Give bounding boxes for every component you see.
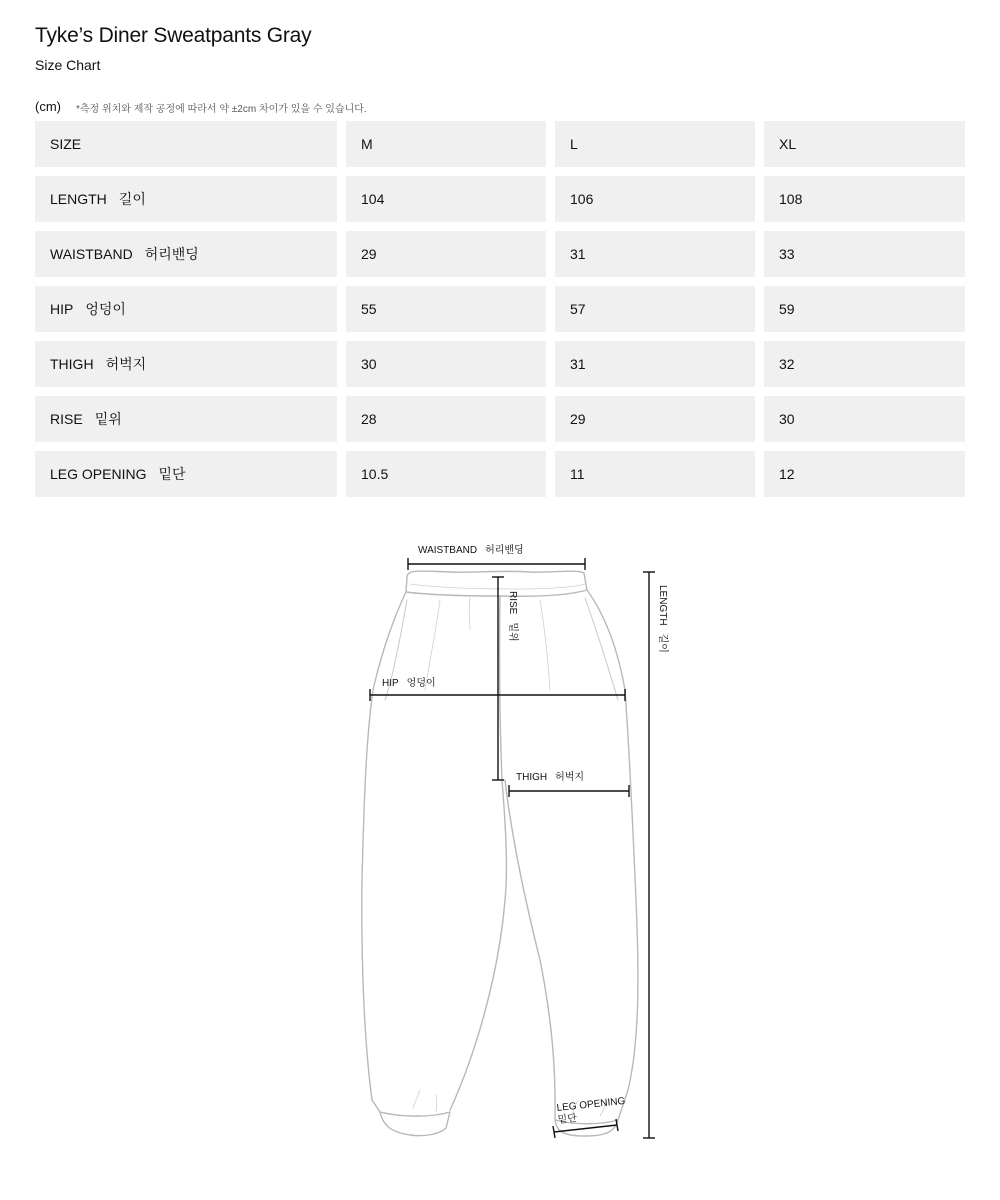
table-cell: 104: [346, 176, 546, 222]
unit-label: (cm): [35, 99, 61, 114]
row-label-en: THIGH: [50, 356, 94, 372]
thigh-label: THIGH 허벅지: [516, 772, 585, 783]
measurement-note: *측정 위치와 제작 공정에 따라서 약 ±2cm 차이가 있을 수 있습니다.: [76, 104, 367, 115]
table-cell: 30: [764, 396, 965, 442]
table-cell: 30: [346, 341, 546, 387]
table-cell: 11: [555, 451, 755, 497]
table-cell: 108: [764, 176, 965, 222]
row-label-en: RISE: [50, 411, 83, 427]
row-label-kr: 밑위: [94, 411, 122, 427]
table-cell: 31: [555, 231, 755, 277]
table-header-cell: L: [555, 121, 755, 167]
row-label-kr: 허벅지: [105, 356, 147, 372]
row-label-en: HIP: [50, 301, 74, 317]
table-header-cell: M: [346, 121, 546, 167]
length-measure-line: [643, 572, 655, 1138]
row-label-kr: 허리밴딩: [144, 246, 199, 262]
table-cell: 31: [555, 341, 755, 387]
row-label-en: WAISTBAND: [50, 246, 133, 262]
pants-outline: [362, 571, 638, 1136]
page-subtitle: Size Chart: [35, 57, 101, 73]
row-label-kr: 엉덩이: [85, 301, 126, 317]
table-cell: 29: [346, 231, 546, 277]
hip-label: HIP 엉덩이: [382, 678, 436, 689]
leg-opening-label: LEG OPENING: [556, 1095, 626, 1114]
waistband-label: WAISTBAND 허리밴딩: [418, 545, 524, 556]
table-cell: 57: [555, 286, 755, 332]
table-cell: 32: [764, 341, 965, 387]
row-label-en: LENGTH: [50, 191, 107, 207]
waistband-measure-line: [408, 558, 585, 570]
table-header-cell: SIZE: [35, 121, 337, 167]
table-header-cell: XL: [764, 121, 965, 167]
table-cell: 33: [764, 231, 965, 277]
thigh-measure-line: [509, 785, 629, 797]
rise-label: RISE밑위: [507, 591, 518, 642]
leg-opening-label-kr: 밑단: [557, 1113, 578, 1126]
row-label-kr: 밑단: [158, 466, 186, 482]
length-label: LENGTH길이: [657, 585, 668, 653]
rise-measure-line: [492, 577, 504, 780]
row-label-en: LEG OPENING: [50, 466, 147, 482]
table-cell: 55: [346, 286, 546, 332]
table-cell: 28: [346, 396, 546, 442]
table-cell: 106: [555, 176, 755, 222]
page-title: Tyke’s Diner Sweatpants Gray: [35, 24, 312, 47]
row-label-kr: 길이: [118, 191, 146, 207]
table-cell: 10.5: [346, 451, 546, 497]
table-cell: 59: [764, 286, 965, 332]
table-cell: 29: [555, 396, 755, 442]
table-cell: 12: [764, 451, 965, 497]
